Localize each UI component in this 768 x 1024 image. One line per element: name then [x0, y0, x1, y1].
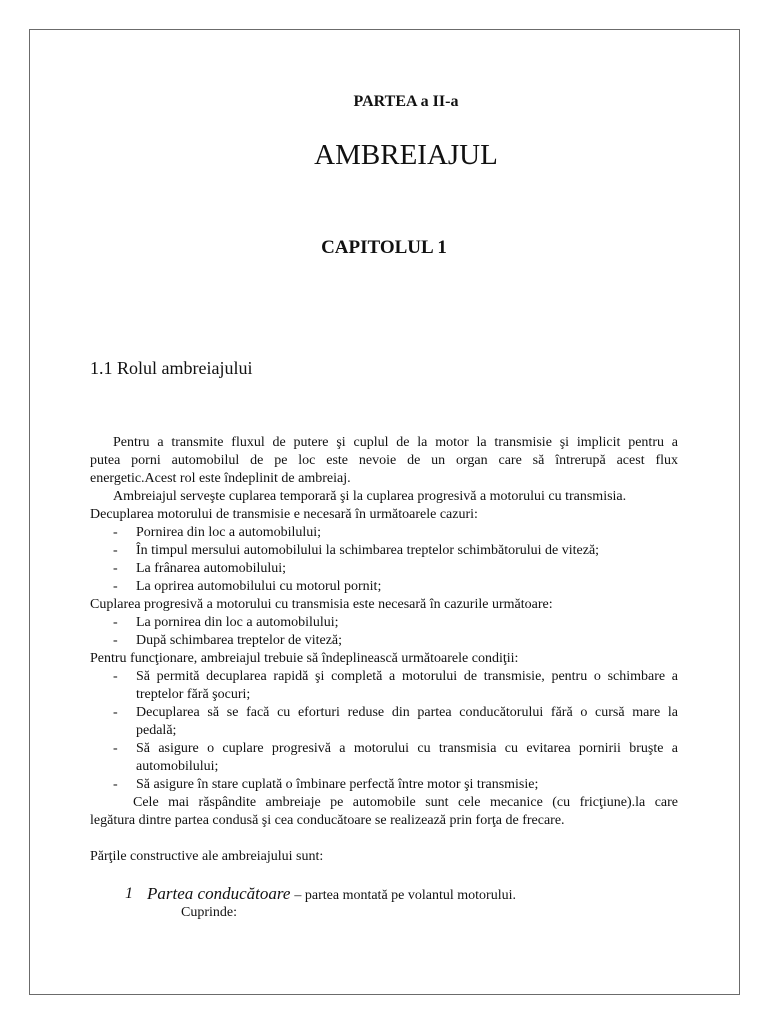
section-heading: 1.1 Rolul ambreiajului: [90, 358, 253, 378]
list-item-text: pedală;: [136, 723, 177, 738]
list-item-text: Decuplarea să se facă cu eforturi reduse din partea conducătorului fără o cursă mare la: [136, 705, 678, 720]
paragraph-line: energetic.Acest rol este îndeplinit de ambreiaj.: [90, 471, 351, 486]
component-name: Partea conducătoare: [147, 884, 291, 903]
list-item: [90, 668, 678, 704]
list-item-text: treptelor fără şocuri;: [136, 687, 251, 702]
document-title: AMBREIAJUL: [314, 139, 498, 171]
component-number: 1: [125, 885, 133, 902]
list-bullet: -: [113, 561, 118, 576]
list-bullet: -: [113, 705, 118, 720]
requirements-intro: Pentru funcţionare, ambreiajul trebuie să îndeplinească următoarele condiţii:: [90, 651, 519, 666]
section-body: [90, 434, 678, 922]
component-item: [90, 884, 678, 904]
components-list: [90, 884, 678, 922]
list-item: [90, 524, 678, 542]
coupling-intro: Cuplarea progresivă a motorului cu transmisia este necesară în cazurile următoare:: [90, 597, 553, 612]
list-bullet: -: [113, 669, 118, 684]
list-item: [90, 704, 678, 740]
list-item-text: La frânarea automobilului;: [136, 561, 287, 576]
chapter-label: CAPITOLUL 1: [321, 237, 447, 258]
role-sentence: Ambreiajul serveşte cuplarea temporară şi la cuplarea progresivă a motorului cu transmisia.: [113, 489, 627, 504]
list-item: [90, 776, 678, 794]
list-item: [90, 542, 678, 560]
paragraph-line: putea porni automobilul de pe loc este nevoie de un organ care să întrerupă acest flux: [90, 453, 678, 468]
components-intro: Părţile constructive ale ambreiajului sunt:: [90, 849, 324, 864]
paragraph-line: legătura dintre partea condusă şi cea conducătoare se realizează prin forţa de frecare.: [90, 813, 565, 828]
list-bullet: -: [113, 633, 118, 648]
list-item-text: Să asigure o cuplare progresivă a motorului cu transmisia cu evitarea pornirii bruşte a: [136, 741, 678, 756]
list-item-text: automobilului;: [136, 759, 219, 774]
list-item-text: După schimbarea treptelor de viteză;: [136, 633, 343, 648]
list-item: [90, 578, 678, 596]
decoupling-intro: Decuplarea motorului de transmisie e necesară în următoarele cazuri:: [90, 507, 478, 522]
list-item-text: În timpul mersului automobilului la schimbarea treptelor schimbătorului de viteză;: [136, 543, 600, 558]
list-item: [90, 560, 678, 578]
list-item-text: Să asigure în stare cuplată o îmbinare perfectă între motor şi transmisie;: [136, 777, 539, 792]
part-label: PARTEA a II-a: [353, 93, 459, 110]
decoupling-cases-list: [90, 524, 678, 596]
list-item-text: Pornirea din loc a automobilului;: [136, 525, 322, 540]
requirements-list: [90, 668, 678, 794]
list-item: [90, 632, 678, 650]
list-item-text: Să permită decuplarea rapidă şi completă a motorului de transmisie, pentru o schimbare a: [136, 669, 678, 684]
list-bullet: -: [113, 615, 118, 630]
list-item-text: La pornirea din loc a automobilului;: [136, 615, 339, 630]
list-bullet: -: [113, 777, 118, 792]
list-bullet: -: [113, 579, 118, 594]
friction-clutch-paragraph: [90, 794, 678, 830]
component-description: – partea montată pe volantul motorului.: [294, 888, 516, 903]
intro-paragraph: [90, 434, 678, 488]
component-includes-label: Cuprinde:: [181, 905, 237, 920]
paragraph-line: Pentru a transmite fluxul de putere şi cuplul de la motor la transmisie şi implicit pentru a: [113, 435, 678, 450]
list-item-text: La oprirea automobilului cu motorul pornit;: [136, 579, 382, 594]
coupling-cases-list: [90, 614, 678, 650]
list-bullet: -: [113, 741, 118, 756]
list-bullet: -: [113, 525, 118, 540]
list-bullet: -: [113, 543, 118, 558]
list-item: [90, 740, 678, 776]
list-item: [90, 614, 678, 632]
paragraph-line: Cele mai răspândite ambreiaje pe automobile sunt cele mecanice (cu fricţiune).la care: [133, 795, 678, 810]
